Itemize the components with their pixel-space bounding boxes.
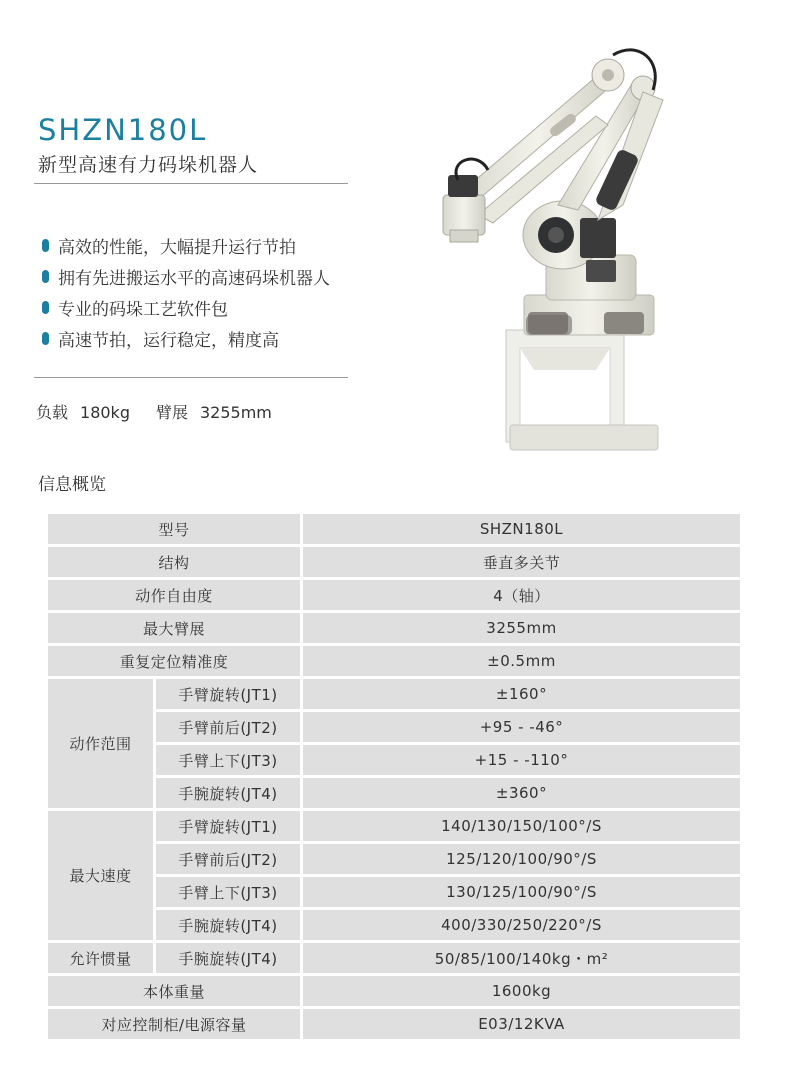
row-label: 重复定位精准度 (48, 646, 300, 676)
feature-item: 专业的码垛工艺软件包 (42, 292, 330, 323)
table-row (48, 646, 740, 676)
row-value: 垂直多关节 (303, 547, 740, 577)
bullet-icon (42, 270, 49, 283)
row-label: 动作自由度 (48, 580, 300, 610)
row-value: 4（轴） (303, 580, 740, 610)
bullet-icon (42, 332, 49, 345)
row-label: 本体重量 (48, 976, 300, 1006)
axis-label: 手腕旋转(JT4) (156, 943, 300, 973)
top-divider (34, 183, 348, 184)
table-row (48, 679, 740, 709)
row-value: 400/330/250/220°/S (303, 910, 740, 940)
row-value: +95 - -46° (303, 712, 740, 742)
row-label: 结构 (48, 547, 300, 577)
table-row (48, 514, 740, 544)
key-specs (36, 400, 284, 423)
table-row (48, 943, 740, 973)
table-row (48, 1009, 740, 1039)
group-label-inertia: 允许惯量 (48, 943, 153, 973)
axis-label: 手腕旋转(JT4) (156, 910, 300, 940)
spec-table (45, 511, 743, 1042)
row-label: 型号 (48, 514, 300, 544)
row-value: ±360° (303, 778, 740, 808)
table-row (48, 613, 740, 643)
row-value: 1600kg (303, 976, 740, 1006)
table-row (48, 976, 740, 1006)
axis-label: 手臂上下(JT3) (156, 745, 300, 775)
palletizing-robot-image (438, 30, 670, 460)
row-value: +15 - -110° (303, 745, 740, 775)
row-value: 50/85/100/140kg・m² (303, 943, 740, 973)
table-row (48, 580, 740, 610)
axis-label: 手臂旋转(JT1) (156, 811, 300, 841)
row-value: ±160° (303, 679, 740, 709)
bullet-icon (42, 301, 49, 314)
feature-item: 拥有先进搬运水平的高速码垛机器人 (42, 261, 330, 292)
axis-label: 手臂上下(JT3) (156, 877, 300, 907)
row-label: 最大臂展 (48, 613, 300, 643)
row-value: 130/125/100/90°/S (303, 877, 740, 907)
axis-label: 手腕旋转(JT4) (156, 778, 300, 808)
info-title: 信息概览 (38, 475, 106, 495)
feature-list (42, 230, 330, 354)
feature-item: 高速节拍，运行稳定，精度高 (42, 323, 330, 354)
group-label-max-speed: 最大速度 (48, 811, 153, 940)
axis-label: 手臂前后(JT2) (156, 712, 300, 742)
feature-item: 高效的性能，大幅提升运行节拍 (42, 230, 330, 261)
row-value: 125/120/100/90°/S (303, 844, 740, 874)
row-value: SHZN180L (303, 514, 740, 544)
bullet-icon (42, 239, 49, 252)
row-value: ±0.5mm (303, 646, 740, 676)
table-row (48, 547, 740, 577)
row-value: 140/130/150/100°/S (303, 811, 740, 841)
product-model: SHZN180L (38, 113, 208, 147)
group-label-motion-range: 动作范围 (48, 679, 153, 808)
row-value: E03/12KVA (303, 1009, 740, 1039)
reach-label: 臂展 (155, 403, 188, 422)
table-row (48, 811, 740, 841)
payload-label: 负载 (36, 403, 69, 422)
reach-value: 3255mm (200, 403, 272, 422)
row-value: 3255mm (303, 613, 740, 643)
axis-label: 手臂旋转(JT1) (156, 679, 300, 709)
specs-divider (34, 377, 348, 378)
axis-label: 手臂前后(JT2) (156, 844, 300, 874)
product-subtitle: 新型高速有力码垛机器人 (38, 154, 259, 176)
payload-value: 180kg (80, 403, 130, 422)
row-label: 对应控制柜/电源容量 (48, 1009, 300, 1039)
